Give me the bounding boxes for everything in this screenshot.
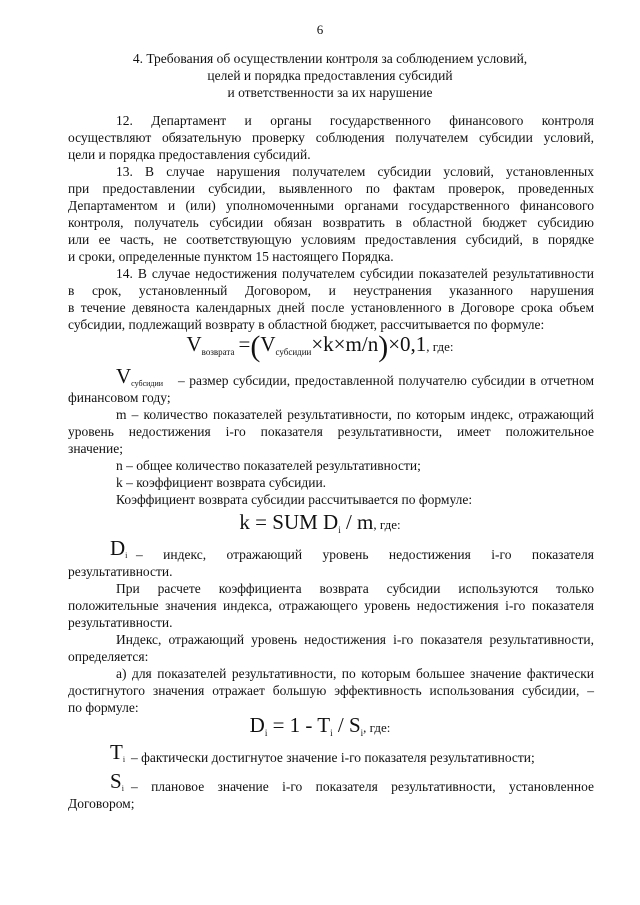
symbol-t-actual bbox=[110, 741, 125, 771]
formula-symbol: ) bbox=[378, 330, 389, 363]
symbol-letter: S bbox=[110, 769, 122, 793]
heading-line: 4. Требования об осуществлении контроля за соблюдением условий, bbox=[132, 51, 528, 66]
formula-symbol: / m bbox=[340, 510, 374, 534]
paragraph-line: а) для показателей результативности, по которым большее значение фактически bbox=[116, 666, 594, 681]
formula-suffix: , где: bbox=[373, 517, 401, 532]
formula-suffix: , где: bbox=[426, 339, 454, 354]
formula-subscript: субсидии bbox=[275, 347, 312, 357]
paragraph-line: 14. В случае недостижения получателем субсидии показателей результативности bbox=[116, 266, 594, 281]
formula-suffix: , где: bbox=[363, 720, 391, 735]
heading-line: целей и порядка предоставления субсидий bbox=[207, 68, 453, 83]
paragraph-line: в срок, установленный Договором, и неустранения указанного нарушения bbox=[68, 283, 594, 298]
formula-symbol: D bbox=[249, 713, 265, 737]
formula-symbol: = 1 - T bbox=[267, 713, 331, 737]
paragraph-line: n – общее количество показателей результативности; bbox=[116, 458, 421, 473]
section-heading bbox=[60, 50, 600, 101]
paragraph-line: субсидии, подлежащий возврату в областной бюджет, рассчитывается по формуле: bbox=[68, 317, 545, 332]
paragraph-line: по формуле: bbox=[68, 700, 139, 715]
paragraph-line: в течение девяноста календарных дней после установленного в Договоре срока объем bbox=[68, 300, 594, 315]
paragraph-line: 12. Департамент и органы государственного финансового контроля bbox=[116, 113, 594, 128]
paragraph-line: k – коэффициент возврата субсидии. bbox=[116, 475, 327, 490]
paragraph-line: Индекс, отражающий уровень недостижения i-го показателя результативности, bbox=[116, 632, 594, 647]
formula-subscript: i bbox=[360, 728, 364, 738]
paragraph-line: осуществляют обязательную проверку соблюдения получателем субсидии условий, bbox=[68, 130, 594, 145]
symbol-subscript: i bbox=[122, 755, 126, 764]
paragraph-line: значение; bbox=[68, 441, 123, 456]
paragraph-line: Коэффициент возврата субсидии рассчитывается по формуле: bbox=[116, 492, 473, 507]
formula-subscript: i bbox=[338, 525, 341, 535]
paragraph-line: 13. В случае нарушения получателем субсидии условий, установленных bbox=[116, 164, 594, 179]
paragraph-line: контроля, получатель субсидии обязан возвратить в областной бюджет субсидию bbox=[68, 215, 594, 230]
paragraph-line: при предоставлении субсидии, выявленного по фактам проверок, проведенных bbox=[68, 181, 594, 196]
formula-subscript: i bbox=[264, 728, 268, 738]
symbol-subscript: субсидии bbox=[131, 379, 164, 388]
formula-symbol: ×0,1 bbox=[388, 332, 427, 356]
paragraph-line: Договором; bbox=[68, 796, 135, 811]
paragraph-line: достигнутого значения отражает большую эффективность использования субсидии, – bbox=[68, 683, 594, 698]
paragraph-line: определяется: bbox=[68, 649, 149, 664]
symbol-letter: T bbox=[110, 740, 123, 764]
formula-coefficient bbox=[0, 510, 640, 535]
paragraph-line: При расчете коэффициента возврата субсидии используются только bbox=[116, 581, 594, 596]
formula-subscript: i bbox=[330, 728, 333, 738]
formula-symbol: V bbox=[186, 332, 202, 356]
paragraph-line: m – количество показателей результативности, по которым индекс, отражающий bbox=[116, 407, 594, 422]
paragraph-line: результативности. bbox=[68, 564, 173, 579]
paragraph-line: финансовом году; bbox=[68, 390, 171, 405]
formula-symbol: V bbox=[260, 332, 276, 356]
paragraph-line: – фактически достигнутое значение i-го показателя результативности; bbox=[131, 750, 535, 765]
symbol-subscript: i bbox=[121, 784, 124, 793]
formula-refund-volume bbox=[0, 330, 640, 364]
paragraph-line: Департаментом и (или) уполномоченными органами государственного финансового bbox=[68, 198, 594, 213]
formula-symbol: = bbox=[238, 332, 251, 356]
formula-symbol: ( bbox=[250, 330, 261, 363]
paragraph-line: уровень недостижения i-го показателя результативности, имеет положительное bbox=[68, 424, 594, 439]
formula-index bbox=[0, 713, 640, 738]
symbol-subscript: i bbox=[125, 551, 128, 560]
symbol-letter: V bbox=[116, 364, 132, 388]
formula-symbol: / S bbox=[332, 713, 361, 737]
page-number: 6 bbox=[316, 22, 324, 37]
paragraph-line: результативности. bbox=[68, 615, 173, 630]
formula-symbol: ×k×m/n bbox=[311, 332, 379, 356]
paragraph-line: положительные значения индекса, отражающего уровень недостижения i-го показателя bbox=[68, 598, 594, 613]
paragraph-line: – размер субсидии, предоставленной получателю субсидии в отчетном bbox=[178, 373, 594, 388]
paragraph-line: или ее часть, не соответствующую условиям предоставления субсидий, в порядке bbox=[68, 232, 594, 247]
paragraph-line: цели и порядка предоставления субсидий. bbox=[68, 147, 311, 162]
paragraph-line: – индекс, отражающий уровень недостижения i-го показателя bbox=[136, 547, 594, 562]
paragraph-line: и сроки, определенные пунктом 15 настоящего Порядка. bbox=[68, 249, 394, 264]
heading-line: и ответственности за их нарушение bbox=[227, 85, 433, 100]
formula-symbol: k = SUM D bbox=[239, 510, 339, 534]
symbol-letter: D bbox=[110, 536, 126, 560]
paragraph-line: – плановое значение i-го показателя результативности, установленное bbox=[131, 779, 594, 794]
formula-subscript: возврата bbox=[201, 347, 235, 357]
